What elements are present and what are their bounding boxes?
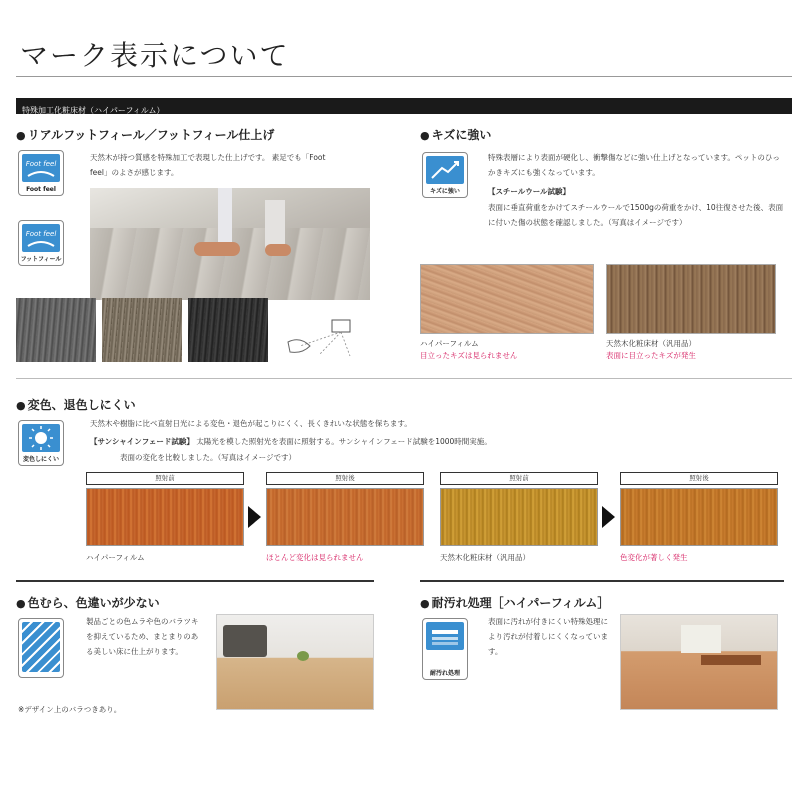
stage-3-caption: 天然木化粧床材（汎用品） — [440, 553, 530, 562]
hyper-film-scratch-caption: ハイパーフィルム — [420, 339, 479, 348]
stain-resistance-description: 表面に汚れが付きにくい特殊処理により汚れが付着しにくくなっています。 — [488, 617, 608, 656]
page-title: マーク表示について — [20, 39, 290, 72]
section-title-foot-feel: ● リアルフットフィール／フットフィール仕上げ — [16, 128, 275, 142]
section-divider-right — [420, 580, 784, 582]
sunshine-fade-test-description: 太陽光を模した照射光を表面に照射する。サンシャインフェード試験を1000時間実施。 — [196, 437, 492, 446]
dining-room-photo — [620, 614, 778, 710]
section-divider — [16, 378, 792, 379]
texture-sample-grey — [16, 298, 96, 362]
layer-icon — [426, 622, 464, 650]
foot-illustration — [194, 242, 240, 256]
stain-resistance-badge-label: 耐汚れ処理 — [429, 670, 460, 677]
sunshine-fade-test-label: 【サンシャインフェード試験】 — [90, 437, 194, 446]
stain-resistance-badge — [422, 618, 468, 680]
living-room-photo — [216, 614, 374, 710]
stage-4-image — [620, 488, 778, 546]
natural-wood-scratch-result: 表面に目立ったキズが発生 — [606, 351, 696, 360]
sun-icon — [22, 424, 60, 452]
arrow-right-icon-2 — [602, 506, 615, 528]
hyper-film-scratch-photo — [420, 264, 594, 334]
color-uniformity-note: ※デザイン上のバラつきあり。 — [18, 705, 122, 714]
texture-sample-black — [188, 298, 268, 362]
fade-description: 天然木や樹脂に比べ直射日光による変色・退色が起こりにくく、長くきれいな状態を保ちます。 — [90, 419, 412, 428]
stage-3-image — [440, 488, 598, 546]
scratch-icon — [426, 156, 464, 184]
sunshine-fade-test-note: 表面の変化を比較しました。（写真はイメージです） — [120, 453, 297, 462]
foot-feel-badge-label: Foot feel — [26, 186, 56, 193]
stage-3-label: 照射前 — [440, 472, 598, 485]
steel-wool-test-label: 【スチールウール試験】 — [488, 187, 571, 196]
svg-text:Foot feel: Foot feel — [25, 160, 57, 168]
svg-text:Foot feel: Foot feel — [25, 230, 57, 238]
natural-wood-scratch-caption: 天然木化粧床材（汎用品） — [606, 339, 696, 348]
stage-2-caption: ほとんど変化は見られません — [266, 553, 364, 562]
cushion-illustration — [681, 625, 721, 653]
lamp-illustration — [280, 296, 360, 362]
foot-on-floor-photo — [90, 188, 370, 300]
leg-illustration — [218, 188, 232, 248]
section-title-color-uniformity: ● 色むら、色違いが少ない — [16, 596, 160, 610]
table-illustration — [701, 655, 761, 665]
section-title-scratch: ● キズに強い — [420, 128, 492, 142]
scratch-badge-label: キズに強い — [430, 188, 460, 195]
stage-1-caption: ハイパーフィルム — [86, 553, 145, 562]
color-uniformity-description: 製品ごとの色ムラや色のバラツキを抑えているため、まとまりのある美しい床に仕上がります。 — [86, 617, 199, 656]
stage-4-caption: 色変化が著しく発生 — [620, 553, 688, 562]
section-title-fade: ● 変色、退色しにくい — [16, 398, 136, 412]
hyper-film-scratch-result: 目立ったキズは見られません — [420, 351, 518, 360]
foot-feel-icon-2 — [22, 224, 60, 252]
category-bar-label: 特殊加工化粧床材（ハイパーフィルム） — [22, 106, 165, 115]
color-uniformity-badge — [18, 618, 64, 678]
stage-2-label: 照射後 — [266, 472, 424, 485]
steel-wool-test-description: 表面に垂直荷重をかけてスチールウールで1500gの荷重をかけ、10往復させた後、表面に付いた傷の状態を確認しました。（写真はイメージです） — [488, 203, 784, 227]
section-title-stain-resistance: ● 耐汚れ処理［ハイパーフィルム］ — [420, 596, 610, 610]
stage-1-label: 照射前 — [86, 472, 244, 485]
scratch-badge — [422, 152, 468, 198]
scratch-description: 特殊表層により表面が硬化し、衝撃傷などに強い仕上げとなっています。ペットのひっかきキズにも強くなっています。 — [488, 153, 780, 177]
chair-illustration — [223, 625, 267, 657]
foot-feel-icon — [22, 154, 60, 182]
arrow-right-icon — [248, 506, 261, 528]
texture-sample-brown — [102, 298, 182, 362]
title-divider — [16, 76, 792, 77]
section-divider-left — [16, 580, 374, 582]
foot-feel-badge-2 — [18, 220, 64, 266]
stage-2-image — [266, 488, 424, 546]
foot-feel-badge — [18, 150, 64, 196]
tiles-icon — [22, 622, 60, 672]
foot-feel-badge-2-label: フットフィール — [20, 256, 62, 263]
stage-1-image — [86, 488, 244, 546]
category-bar — [16, 98, 792, 114]
natural-wood-scratch-photo — [606, 264, 776, 334]
fade-badge-label: 変色しにくい — [22, 456, 59, 463]
plant-illustration — [297, 651, 309, 661]
fade-badge — [18, 420, 64, 466]
stage-4-label: 照射後 — [620, 472, 778, 485]
foot-feel-description: 天然木が持つ質感を特殊加工で表現した仕上げです。 素足でも「Foot feel」のよさが感じます。 — [90, 153, 326, 177]
